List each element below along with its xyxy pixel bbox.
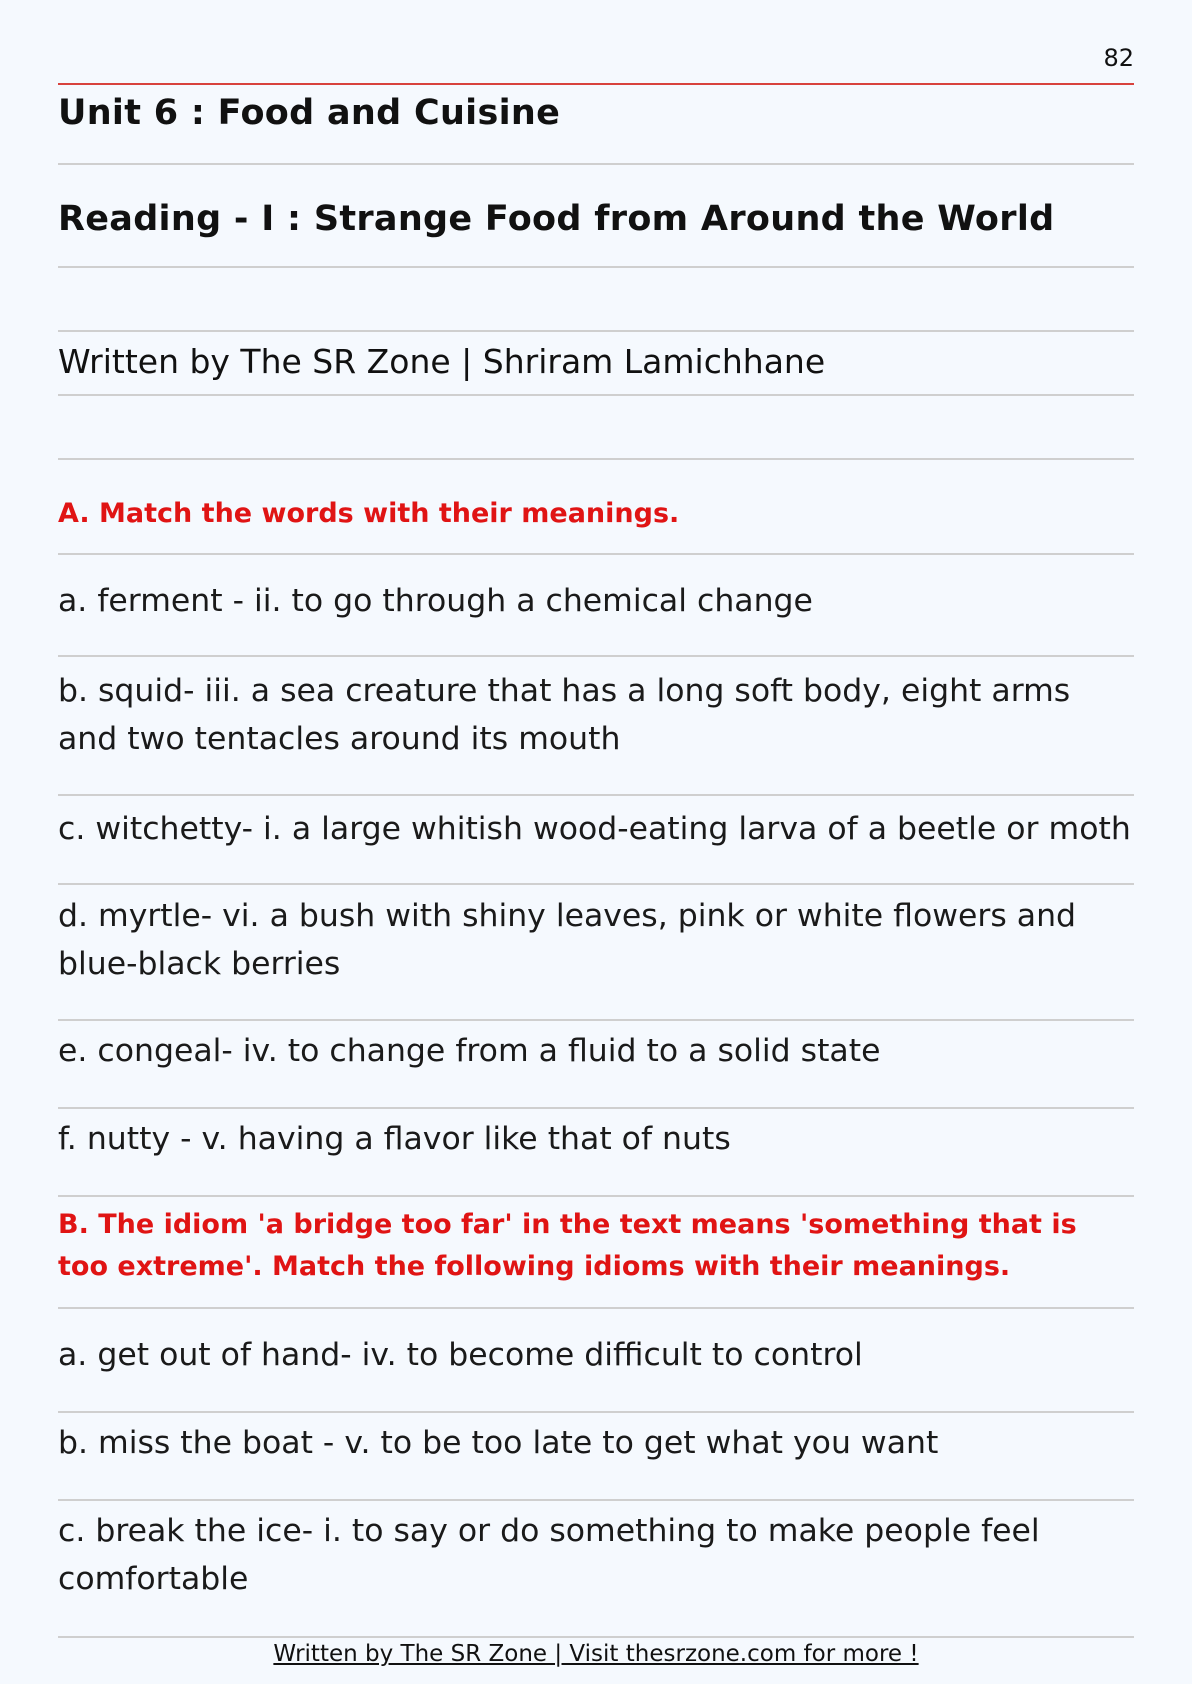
unit-title: Unit 6 : Food and Cuisine: [58, 93, 561, 133]
blank-row-1: [58, 268, 1134, 332]
list-item: [58, 657, 1134, 796]
section-a-item-a: a. ferment - ii. to go through a chemical change: [58, 583, 813, 619]
footer: [58, 1636, 1134, 1667]
author-line: Written by The SR Zone | Shriram Lamichhane: [58, 342, 826, 381]
section-a-item-d: d. myrtle- vi. a bush with shiny leaves, pink or white flowers and blue-black berries: [58, 898, 1087, 982]
section-a-instruction-row: [58, 460, 1134, 555]
list-item: [58, 1501, 1134, 1636]
list-item: [58, 555, 1134, 657]
list-item: [58, 1413, 1134, 1501]
section-b-instruction-row: [58, 1197, 1134, 1309]
author-row: [58, 332, 1134, 396]
blank-row-2: [58, 396, 1134, 460]
list-item: [58, 1309, 1134, 1413]
page-number: 82: [1103, 44, 1134, 72]
section-b-instruction: B. The idiom 'a bridge too far' in the text means 'something that is too extreme'. Match the following idioms with their meanings.: [58, 1209, 1087, 1282]
reading-title: Reading - I : Strange Food from Around the World: [58, 199, 1055, 239]
section-b-item-c: c. break the ice- i. to say or do something to make people feel comfortable: [58, 1513, 1050, 1597]
section-b-item-b: b. miss the boat - v. to be too late to get what you want: [58, 1425, 939, 1461]
unit-title-row: [58, 85, 1134, 165]
section-a-item-e: e. congeal- iv. to change from a fluid to a solid state: [58, 1033, 881, 1069]
list-item: [58, 1109, 1134, 1197]
list-item: [58, 1021, 1134, 1109]
reading-title-row: [58, 165, 1134, 268]
section-a-item-f: f. nutty - v. having a flavor like that of nuts: [58, 1121, 731, 1157]
list-item: [58, 885, 1134, 1021]
footer-link[interactable]: Written by The SR Zone | Visit thesrzone.com for more !: [273, 1641, 919, 1667]
section-a-item-b: b. squid- iii. a sea creature that has a long soft body, eight arms and two tentacles around its mouth: [58, 673, 1081, 757]
section-a-item-c: c. witchetty- i. a large whitish wood-eating larva of a beetle or moth: [58, 811, 1131, 847]
section-b-item-a: a. get out of hand- iv. to become difficult to control: [58, 1337, 863, 1373]
section-a-instruction: A. Match the words with their meanings.: [58, 498, 680, 529]
list-item: [58, 796, 1134, 885]
